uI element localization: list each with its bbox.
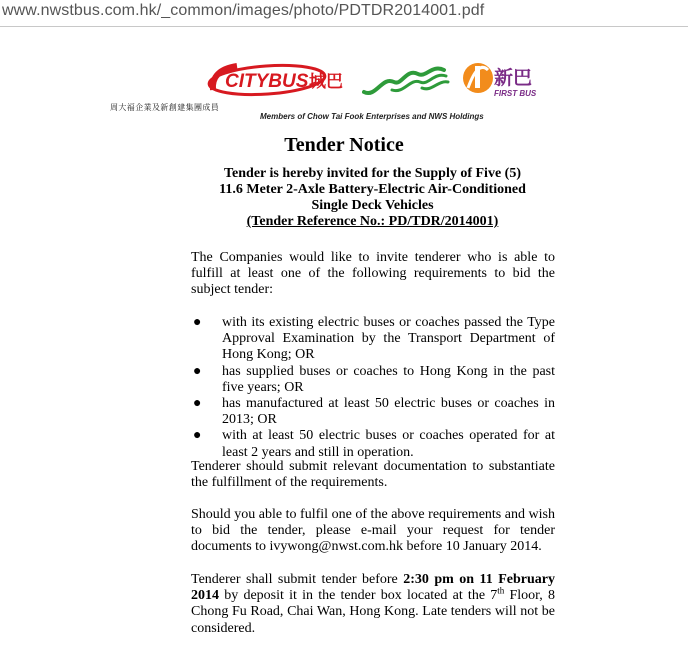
requirement-text: has manufactured at least 50 electric buses or coaches in 2013; OR [222,396,555,428]
firstbus-logo [362,58,547,106]
list-item [191,364,555,396]
logo-banner [207,36,547,116]
deadline-date: 2:30 pm on 11 February 2014 [191,572,555,604]
subtitle-line-3: Single Deck Vehicles [311,198,434,213]
subtitle-line-2: 11.6 Meter 2-Axle Battery-Electric Air-Conditioned [219,182,526,197]
requirement-text: has supplied buses or coaches to Hong Kong in the past five years; OR [222,363,555,395]
citybus-logo [207,60,347,106]
bullet-icon: ● [193,315,202,330]
tender-reference: (Tender Reference No.: PD/TDR/2014001) [246,214,499,229]
deadline-pre: Tenderer shall submit tender before [191,572,404,587]
firstbus-chinese: 新巴 [494,67,533,89]
members-english: Members of Chow Tai Fook Enterprises and NWS Holdings [260,112,484,121]
url-text[interactable]: www.nwstbus.com.hk/_common/images/photo/PDTDR2014001.pdf [2,2,485,19]
list-item [191,396,555,428]
requirement-text: with its existing electric buses or coaches passed the Type Approval Examination by the Transport Department of Hong Kong; OR [222,315,555,363]
list-item [191,428,555,460]
citybus-chinese: 城巴 [309,72,343,92]
documentation-paragraph: Tenderer should submit relevant documentation to substantiate the fulfillment of the requirements. [191,459,555,491]
subtitle-line-1: Tender is hereby invited for the Supply of Five (5) [223,166,521,181]
intro-paragraph: The Companies would like to invite tenderer who is able to fulfill at least one of the following requirements to bid the subject tender: [191,250,555,298]
citybus-wordmark: CITYBUS [225,71,309,92]
deadline-paragraph [191,572,555,637]
bullet-icon: ● [193,363,202,379]
request-paragraph: Should you able to fulfil one of the above requirements and wish to bid the tender, please e-mail your request for tender documents to ivywong@nwst.com.hk before 10 January 2014. [191,507,555,555]
requirements-list [191,315,555,461]
deadline-post: Floor, 8 Chong Fu Road, Chai Wan, Hong Kong. Late tenders will not be considered. [191,588,556,636]
members-chinese: 周大福企業及新創建集團成員 [110,103,220,112]
bullet-icon: ● [193,396,202,412]
firstbus-wordmark: FIRST BUS [494,89,537,98]
page-title: Tender Notice [284,134,404,156]
bullet-icon: ● [193,428,202,444]
requirement-text: with at least 50 electric buses or coaches operated for at least 2 years and still in operation. [222,428,555,460]
floor-superscript: th [497,585,505,596]
deadline-mid: by deposit it in the tender box located at the 7 [219,588,498,604]
list-item [191,315,555,364]
address-bar[interactable] [0,0,688,27]
